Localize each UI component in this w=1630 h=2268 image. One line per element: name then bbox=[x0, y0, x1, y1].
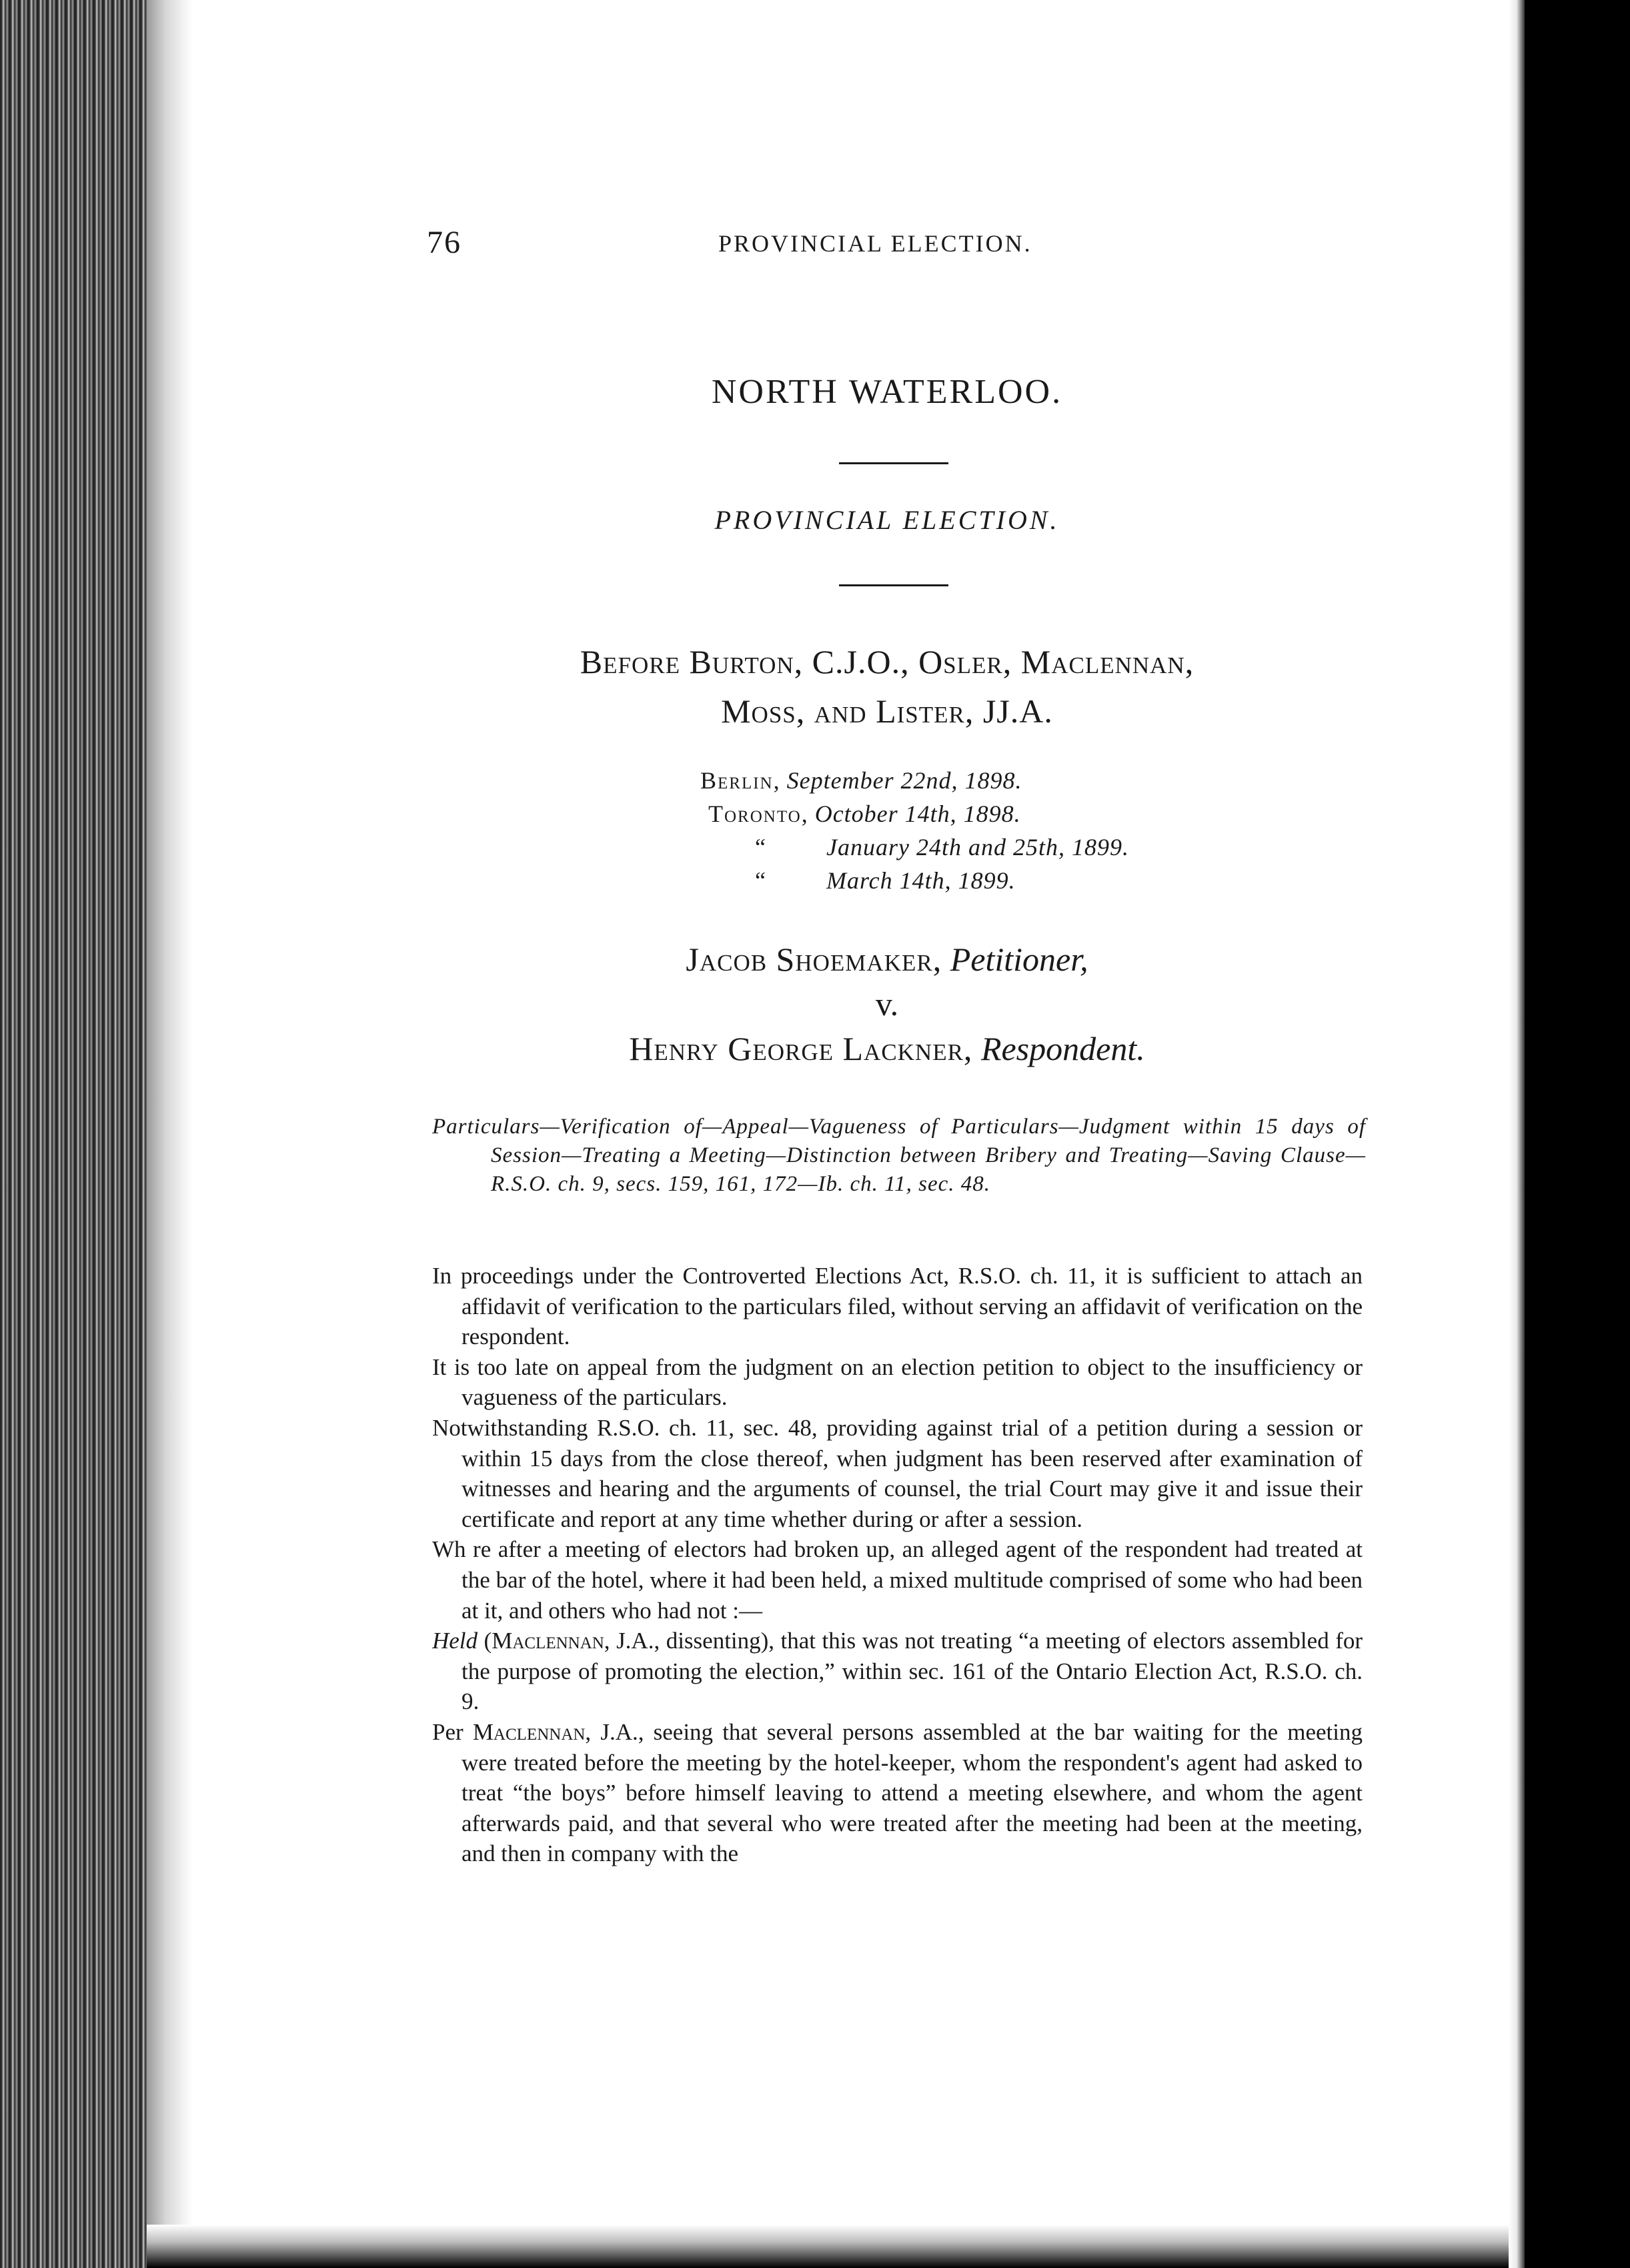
petitioner-role: Petitioner, bbox=[950, 941, 1088, 978]
petitioner-line bbox=[427, 937, 1347, 982]
headnote bbox=[432, 1113, 1366, 1199]
paragraph: Notwithstanding R.S.O. ch. 11, sec. 48, providing against trial of a petition during a session or within 15 days from the close thereof, when judgment has been reserved after examination of witnesses and hearing and the arguments of counsel, the trial Court may give it and issue their certificate and report at any time whether during or after a session. bbox=[432, 1414, 1363, 1532]
respondent-line bbox=[427, 1027, 1347, 1071]
date-value: March 14th, 1899. bbox=[826, 867, 1016, 894]
versus: v. bbox=[875, 985, 899, 1023]
paragraph-text: J.A., dissenting), that this was not treating “a meeting of electors assembled for the purpose of promoting the election,” within sec. 161 of the Ontario Election Act, R.S.O. ch. 9. bbox=[462, 1628, 1363, 1715]
date-row bbox=[755, 864, 1355, 897]
paragraph: It is too late on appeal from the judgment on an election petition to object to the insufficiency or vagueness of the particulars. bbox=[432, 1353, 1363, 1411]
ditto-mark: “ bbox=[755, 834, 767, 861]
divider-rule bbox=[839, 462, 948, 464]
date-row bbox=[755, 830, 1355, 864]
running-title: PROVINCIAL ELECTION. bbox=[718, 230, 1032, 257]
date-row bbox=[708, 797, 1309, 830]
paragraph bbox=[432, 1717, 1363, 1869]
scan-border-bottom bbox=[147, 2225, 1509, 2268]
judges-line: Before Burton, C.J.O., Osler, Maclennan, bbox=[580, 643, 1194, 680]
respondent-name: Henry George Lackner, bbox=[629, 1030, 973, 1067]
held-label: Held bbox=[432, 1628, 478, 1654]
case-title: NORTH WATERLOO. bbox=[711, 373, 1063, 411]
paragraph-text: J.A., seeing that several persons assembled at the bar waiting for the meeting were treated before the meeting by the hotel-keeper, whom the respondent's agent had asked to treat “the boys” before himself leaving to attend a meeting elsewhere, and whom the agent afterwards paid, and that several who were treated after the meeting had been at the meeting, and then in company with the bbox=[462, 1718, 1363, 1867]
judge-name: Maclennan, bbox=[472, 1718, 592, 1745]
hearing-dates bbox=[700, 764, 1301, 897]
parties-block bbox=[427, 937, 1347, 1071]
per-label: Per bbox=[432, 1718, 464, 1745]
date-value: January 24th and 25th, 1899. bbox=[826, 834, 1129, 861]
date-value: October 14th, 1898. bbox=[814, 800, 1021, 827]
paragraph: In proceedings under the Controverted Elections Act, R.S.O. ch. 11, it is sufficient to attach an affidavit of verification to the particulars filed, without serving an affidavit of verification on the respondent. bbox=[432, 1263, 1363, 1350]
gutter-shadow bbox=[147, 0, 193, 2268]
petitioner-name: Jacob Shoemaker, bbox=[686, 941, 942, 978]
headnote-text: Particulars—Verification of—Appeal—Vagueness of Particulars—Judgment within 15 days of Session—Treating a Meeting—Distinction between Bribery and Treating—Saving Clause—R.S.O. ch. 9, secs. 159, 161, 172—Ib. ch. 11, sec. 48. bbox=[432, 1115, 1366, 1196]
page-number: 76 bbox=[427, 225, 462, 260]
case-subtitle: PROVINCIAL ELECTION. bbox=[714, 505, 1060, 535]
judge-name: (Maclennan, bbox=[484, 1628, 610, 1654]
ditto-mark: “ bbox=[755, 867, 767, 894]
paragraph bbox=[432, 1626, 1363, 1717]
divider-rule bbox=[839, 584, 948, 586]
paragraph: Wh re after a meeting of electors had broken up, an alleged agent of the respondent had treated at the bar of the hotel, where it had been held, a mixed multitude comprised of some who had been at it, and others who had not :— bbox=[432, 1536, 1363, 1624]
respondent-role: Respondent. bbox=[980, 1030, 1145, 1067]
date-value: September 22nd, 1898. bbox=[786, 767, 1022, 794]
judges-line: Moss, and Lister, JJ.A. bbox=[721, 692, 1053, 730]
date-row bbox=[700, 764, 1301, 797]
date-place: Toronto, bbox=[708, 800, 809, 827]
running-head bbox=[427, 224, 1494, 271]
judges-block bbox=[427, 637, 1347, 736]
date-place: Berlin, bbox=[700, 767, 781, 794]
book-spine-edge bbox=[0, 0, 147, 2268]
headnote-body bbox=[432, 1261, 1363, 1869]
scan-border-right bbox=[1509, 0, 1630, 2268]
